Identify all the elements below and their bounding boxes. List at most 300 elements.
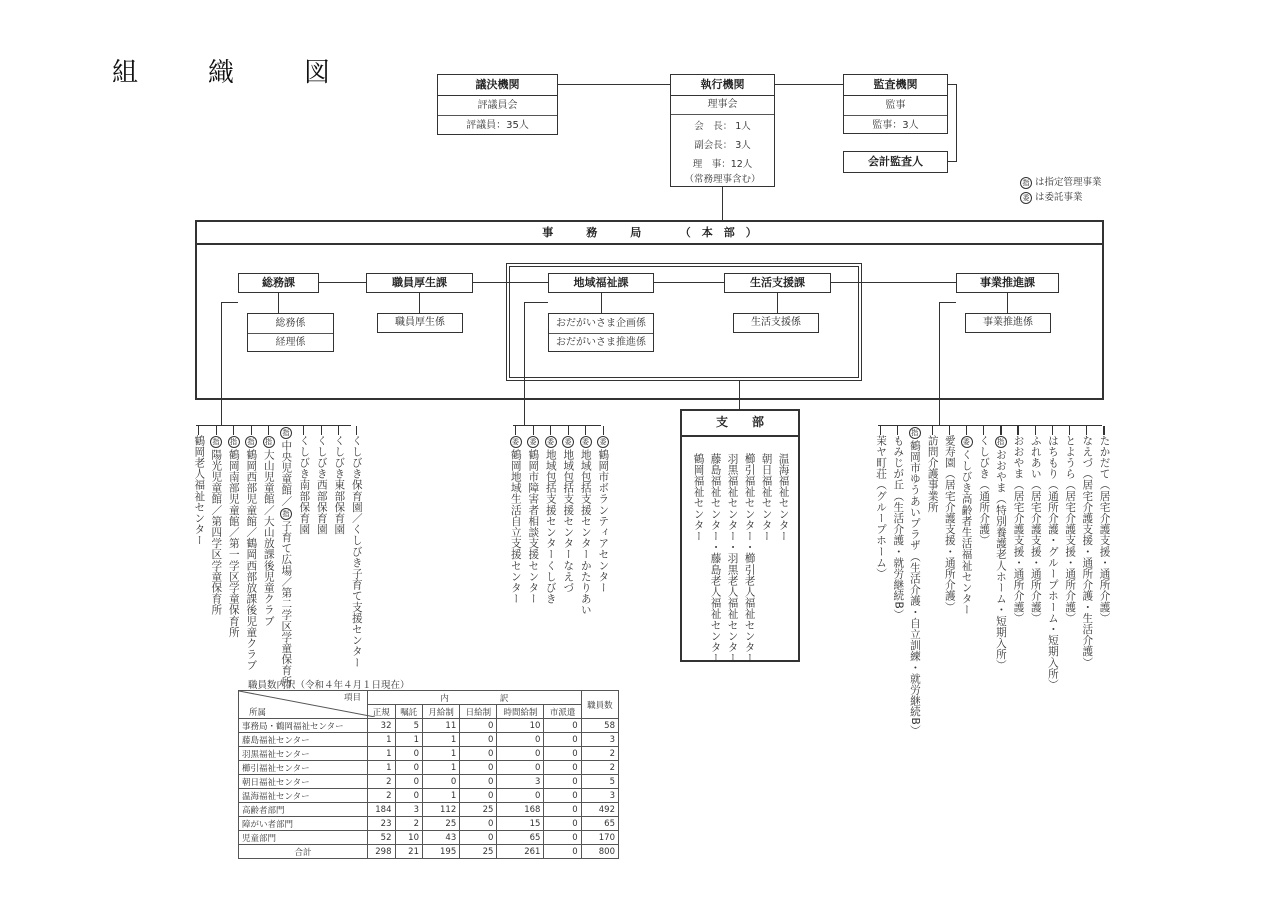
table-cell: 195: [423, 845, 460, 859]
row-label: 合計: [239, 845, 368, 859]
table-cell: 3: [497, 775, 544, 789]
table-cell: 0: [544, 733, 581, 747]
column-header: 正規: [368, 705, 396, 719]
column-header: 月給制: [423, 705, 460, 719]
shitei-mark: 指: [280, 508, 292, 520]
table-cell: 298: [368, 845, 396, 859]
table-cell: 0: [395, 775, 423, 789]
table-cell: 2: [368, 775, 396, 789]
facility-item: [961, 435, 973, 616]
facility-column: [1061, 426, 1078, 696]
connector: [948, 84, 956, 85]
connector: [198, 426, 199, 435]
table-cell: 0: [460, 747, 497, 761]
corner-top: 項目: [343, 693, 361, 703]
facility-label: くしびき南部保育園: [298, 435, 311, 535]
executive-row: 理事会: [671, 96, 774, 115]
branch-item: 鶴岡福祉センター: [692, 453, 705, 542]
facility-label: 鶴岡市ボランティアセンター: [597, 449, 610, 594]
shitei-mark: 指: [228, 436, 240, 448]
facility-label: 訪問介護事業所: [926, 435, 939, 513]
audit-row: 監事: [844, 96, 947, 116]
table-cell: 1: [368, 733, 396, 747]
facility-item: [1081, 435, 1092, 668]
table-cell: 65: [497, 831, 544, 845]
facility-column: [190, 426, 208, 676]
facility-column: [941, 426, 958, 696]
division-chiiki: 地域福祉課: [548, 273, 654, 293]
table-row: [239, 831, 619, 845]
connector: [949, 426, 950, 435]
facility-item: [580, 435, 592, 616]
table-cell: 0: [460, 775, 497, 789]
facility-item: [875, 435, 886, 579]
row-label: 障がい者部門: [239, 817, 368, 831]
branch-item: 羽黒福祉センター・羽黒老人福祉センター: [726, 453, 739, 664]
branch-item: 温海福祉センター: [777, 453, 790, 542]
branch-title: 支 部: [682, 411, 798, 437]
itaku-mark: 委: [562, 436, 574, 448]
connector: [319, 282, 366, 283]
facility-column: [1027, 426, 1044, 696]
facility-column: [208, 426, 226, 676]
table-cell: 492: [581, 803, 618, 817]
table-cell: 0: [460, 719, 497, 733]
facility-column: [975, 426, 992, 696]
seikatsu-section: 生活支援係: [733, 313, 819, 333]
table-cell: 1: [423, 733, 460, 747]
connector: [1035, 426, 1036, 435]
audit-title: 監査機関: [844, 75, 947, 96]
table-cell: 0: [544, 845, 581, 859]
itaku-mark: 委: [597, 436, 609, 448]
legend-itaku-text: は委託事業: [1035, 192, 1083, 203]
table-row: [239, 761, 619, 775]
connector: [777, 293, 778, 313]
row-label: 高齢者部門: [239, 803, 368, 817]
connector: [1017, 426, 1018, 435]
connector: [321, 426, 322, 435]
facility-item: [562, 435, 574, 593]
column-header: 嘱託: [395, 705, 423, 719]
legend-shitei: [1020, 174, 1102, 190]
executive-row: 理 事：12人: [692, 159, 753, 170]
connector: [1000, 426, 1001, 435]
facility-label: もみじが丘（生活介護・就労継続B）: [892, 435, 905, 621]
facility-label: はちもり（通所介護・グループホーム・短期入所）: [1046, 435, 1059, 691]
facility-column: [577, 426, 595, 626]
table-cell: 1: [423, 747, 460, 761]
shitei-mark: 指: [280, 427, 292, 439]
executive-box: [670, 74, 775, 187]
facility-column: [278, 426, 296, 688]
table-cell: 58: [581, 719, 618, 733]
table-cell: 0: [544, 719, 581, 733]
soumu-sections: [247, 313, 334, 352]
connector: [303, 426, 304, 435]
connector: [1086, 426, 1087, 435]
facility-item: [351, 435, 362, 668]
facility-label: 陽光児童館／第四学区学童保育所: [210, 449, 223, 616]
division-jigyo: 事業推進課: [956, 273, 1059, 293]
connector: [775, 84, 843, 85]
facility-item: [298, 435, 309, 535]
row-label: 櫛引福祉センター: [239, 761, 368, 775]
executive-title: 執行機関: [671, 75, 774, 96]
connector: [897, 426, 898, 435]
facility-column: [295, 426, 313, 676]
facility-label: くしびき（通所介護）: [978, 435, 991, 546]
shitei-mark: 指: [210, 436, 222, 448]
table-cell: 25: [460, 803, 497, 817]
connector: [880, 426, 881, 435]
secretariat-title: 事 務 局 （ 本 部 ）: [195, 220, 1104, 245]
table-cell: 0: [395, 747, 423, 761]
facility-item: [1064, 435, 1075, 624]
corner-bottom: 所属: [249, 708, 267, 718]
center-facility-list: [507, 426, 612, 626]
connector: [216, 426, 217, 435]
itaku-mark: 委: [510, 436, 522, 448]
facility-item: [316, 435, 327, 535]
connector: [654, 282, 724, 283]
facility-label: 鶴岡南部児童館／第一学区学童保育所: [227, 449, 240, 638]
connector: [1052, 426, 1053, 435]
table-cell: 112: [423, 803, 460, 817]
legislative-title: 議決機関: [438, 75, 557, 96]
facility-label: おおやま（特別養護老人ホーム・短期入所）: [994, 449, 1007, 671]
table-row: [239, 733, 619, 747]
itaku-mark: 委: [545, 436, 557, 448]
connector: [603, 426, 604, 435]
connector: [221, 302, 238, 303]
connector: [585, 426, 586, 435]
branch-item: 朝日福祉センター: [760, 453, 773, 542]
connector: [268, 426, 269, 435]
table-cell: 15: [497, 817, 544, 831]
facility-column: [542, 426, 560, 626]
table-cell: 10: [395, 831, 423, 845]
facility-label: 鶴岡西部児童館／鶴岡西部放課後児童クラブ: [245, 449, 258, 671]
legislative-box: [437, 74, 558, 135]
table-row: [239, 719, 619, 733]
connector: [983, 426, 984, 435]
table-corner: [239, 691, 368, 719]
facility-label: 鶴岡市ゆうあいプラザ（生活介護・自立訓練・就労継続B）: [908, 440, 921, 737]
facility-label: なえづ（居宅介護支援・通所介護・生活介護）: [1081, 435, 1094, 669]
table-cell: 25: [423, 817, 460, 831]
table-cell: 43: [423, 831, 460, 845]
facility-label: 地域包括支援センターなえづ: [562, 449, 575, 594]
connector: [278, 293, 279, 313]
row-label: 朝日福祉センター: [239, 775, 368, 789]
table-cell: 1: [368, 761, 396, 775]
facility-item: [597, 435, 609, 593]
table-cell: 0: [544, 761, 581, 775]
facility-label: おおやま（居宅介護支援・通所介護）: [1012, 435, 1025, 624]
table-cell: 168: [497, 803, 544, 817]
shitei-mark: 指: [245, 436, 257, 448]
column-header: 時間給制: [497, 705, 544, 719]
table-row: [239, 775, 619, 789]
table-cell: 32: [368, 719, 396, 733]
facility-column: [560, 426, 578, 626]
branch-item: 藤島福祉センター・藤島老人福祉センター: [709, 453, 722, 664]
facility-item: [978, 435, 989, 546]
table-row: [239, 747, 619, 761]
connector: [233, 426, 234, 435]
section-item: 経理係: [275, 337, 306, 348]
column-header: 市派遣: [544, 705, 581, 719]
executive-row: 会 長： 1人: [694, 121, 751, 132]
audit-box: [843, 74, 948, 134]
facility-label: 地域包括支援センターくしびき: [544, 449, 557, 605]
facility-label: 地域包括支援センターかたりあい: [579, 449, 592, 616]
facility-column: [525, 426, 543, 626]
table-cell: 800: [581, 845, 618, 859]
facility-item: [995, 435, 1007, 671]
table-cell: 10: [497, 719, 544, 733]
facility-column: [1078, 426, 1095, 696]
connector: [1103, 426, 1104, 435]
table-cell: 170: [581, 831, 618, 845]
executive-row: 副会長： 3人: [694, 140, 751, 151]
connector: [568, 426, 569, 435]
legislative-row: 評議員会: [438, 96, 557, 116]
itaku-mark: 委: [961, 436, 973, 448]
connector: [473, 282, 548, 283]
connector: [515, 426, 516, 435]
facility-column: [1010, 426, 1027, 696]
itaku-mark: 委: [1020, 192, 1032, 204]
facility-label: 子育て広場／第二学区学童保育所: [280, 520, 293, 688]
facility-item: [527, 435, 539, 604]
connector: [1007, 293, 1008, 313]
shokuin-section: 職員厚生係: [377, 313, 463, 333]
section-item: おだがいさま推進係: [556, 337, 646, 348]
table-cell: 0: [423, 775, 460, 789]
connector: [948, 161, 956, 162]
table-cell: 3: [581, 789, 618, 803]
division-shokuin: 職員厚生課: [366, 273, 473, 293]
facility-column: [330, 426, 348, 676]
row-label: 児童部門: [239, 831, 368, 845]
connector: [831, 282, 956, 283]
facility-label: くしびき東部保育園: [333, 435, 346, 535]
legislative-row: 評議員：35人: [466, 120, 529, 131]
staff-table: [238, 690, 619, 859]
facility-column: [260, 426, 278, 676]
table-cell: 0: [544, 747, 581, 761]
right-facility-list: [872, 426, 1113, 737]
facility-item: [245, 435, 257, 671]
table-cell: 0: [460, 817, 497, 831]
table-row: [239, 817, 619, 831]
table-cell: 1: [368, 747, 396, 761]
facility-item: [892, 435, 903, 620]
legend-itaku: [1020, 189, 1083, 205]
table-cell: 21: [395, 845, 423, 859]
table-cell: 0: [460, 789, 497, 803]
connector: [932, 426, 933, 435]
facility-item: [263, 435, 275, 627]
section-item: 総務係: [248, 314, 333, 334]
table-cell: 0: [544, 803, 581, 817]
branch-box: [680, 409, 800, 662]
table-cell: 1: [423, 789, 460, 803]
table-cell: 0: [544, 817, 581, 831]
table-cell: 184: [368, 803, 396, 817]
facility-label: 鶴岡老人福祉センター: [193, 435, 206, 546]
table-cell: 3: [581, 733, 618, 747]
row-label: 藤島福祉センター: [239, 733, 368, 747]
table-cell: 0: [395, 761, 423, 775]
facility-column: [243, 426, 261, 676]
facility-column: [507, 426, 525, 626]
table-cell: 0: [460, 761, 497, 775]
facility-item: [193, 435, 204, 546]
facility-label: くしびき西部保育園: [315, 435, 328, 535]
connector: [939, 302, 940, 426]
connector: [524, 302, 525, 426]
facility-column: [958, 426, 975, 696]
table-cell: 23: [368, 817, 396, 831]
facility-column: [348, 426, 366, 676]
table-cell: 0: [544, 831, 581, 845]
chiiki-sections: [548, 313, 654, 352]
table-cell: 2: [368, 789, 396, 803]
facility-column: [1044, 426, 1061, 696]
facility-label: 大山児童館／大山放課後児童クラブ: [262, 449, 275, 627]
connector: [1069, 426, 1070, 435]
table-cell: 1: [395, 733, 423, 747]
facility-label: 愛寿園（居宅介護支援・通所介護）: [943, 435, 956, 613]
itaku-mark: 委: [527, 436, 539, 448]
connector: [251, 426, 252, 435]
connector: [722, 187, 723, 220]
facility-column: [889, 426, 906, 696]
facility-label: 茉ヤ町荘（グループホーム）: [875, 435, 888, 580]
shitei-mark: 指: [909, 427, 921, 439]
facility-item: [1099, 435, 1110, 624]
connector: [356, 426, 357, 435]
division-seikatsu: 生活支援課: [724, 273, 831, 293]
table-cell: 0: [544, 789, 581, 803]
facility-column: [872, 426, 889, 696]
table-row: [239, 845, 619, 859]
facility-label: 鶴岡市障害者相談支援センター: [527, 449, 540, 605]
facility-column: [906, 426, 923, 737]
facility-label: とようら（居宅介護支援・通所介護）: [1064, 435, 1077, 624]
connector: [558, 84, 670, 85]
table-cell: 0: [544, 775, 581, 789]
table-cell: 2: [395, 817, 423, 831]
table-cell: 52: [368, 831, 396, 845]
table-cell: 65: [581, 817, 618, 831]
facility-column: [225, 426, 243, 676]
table-cell: 261: [497, 845, 544, 859]
executive-row: （常務理事含む）: [684, 174, 761, 185]
connector: [739, 381, 740, 409]
facility-label: たかだて（居宅介護支援・通所介護）: [1098, 435, 1111, 624]
connector: [601, 293, 602, 313]
row-label: 事務局・鶴岡福祉センター: [239, 719, 368, 733]
facility-column: [924, 426, 941, 696]
facility-item: [944, 435, 955, 613]
facility-label: 中央児童館／: [280, 440, 293, 507]
facility-label: ふれあい（居宅介護支援・通所介護）: [1029, 435, 1042, 624]
staff-table-caption: 職員数内訳（令和４年４月１日現在）: [248, 680, 410, 691]
row-label: 羽黒福祉センター: [239, 747, 368, 761]
connector: [338, 426, 339, 435]
table-cell: 2: [581, 747, 618, 761]
connector: [419, 293, 420, 313]
connector: [956, 84, 957, 162]
branch-list: [682, 437, 798, 664]
total-header: 職員数: [581, 691, 618, 719]
facility-column: [1095, 426, 1112, 696]
facility-column: [313, 426, 331, 676]
connector: [966, 426, 967, 435]
division-soumu: 総務課: [238, 273, 319, 293]
table-cell: 5: [581, 775, 618, 789]
connector: [939, 302, 956, 303]
facility-item: [280, 426, 292, 687]
facility-item: [210, 435, 222, 616]
facility-item: [1013, 435, 1024, 624]
section-item: おだがいさま企画係: [549, 314, 653, 334]
table-cell: 5: [395, 719, 423, 733]
table-row: [239, 789, 619, 803]
table-cell: 1: [423, 761, 460, 775]
connector: [524, 302, 548, 303]
facility-item: [333, 435, 344, 535]
facility-item: [510, 435, 522, 604]
accounting-auditor-box: 会計監査人: [843, 151, 948, 173]
facility-item: [927, 435, 938, 513]
table-cell: 2: [581, 761, 618, 775]
table-cell: 0: [497, 789, 544, 803]
itaku-mark: 委: [580, 436, 592, 448]
facility-column: [595, 426, 613, 626]
shitei-mark: 指: [263, 436, 275, 448]
legend-shitei-text: は指定管理事業: [1035, 177, 1102, 188]
jigyo-section: 事業推進係: [965, 313, 1051, 333]
branch-item: 櫛引福祉センター・櫛引老人福祉センター: [743, 453, 756, 664]
shitei-mark: 指: [1020, 177, 1032, 189]
table-cell: 0: [460, 831, 497, 845]
table-row: [239, 803, 619, 817]
column-header: 日給制: [460, 705, 497, 719]
facility-label: くしびき保育園／くしびき子育て支援センター: [350, 435, 363, 669]
facility-item: [1047, 435, 1058, 690]
table-cell: 0: [395, 789, 423, 803]
connector: [221, 302, 222, 426]
connector: [533, 426, 534, 435]
facility-item: [228, 435, 240, 638]
audit-row: 監事：3人: [872, 120, 919, 131]
table-cell: 0: [497, 761, 544, 775]
row-label: 温海福祉センター: [239, 789, 368, 803]
table-cell: 3: [395, 803, 423, 817]
table-cell: 11: [423, 719, 460, 733]
table-cell: 0: [460, 733, 497, 747]
table-cell: 25: [460, 845, 497, 859]
table-cell: 0: [497, 747, 544, 761]
facility-item: [909, 426, 921, 736]
table-cell: 0: [497, 733, 544, 747]
page-title: 組 織 図: [112, 58, 353, 88]
